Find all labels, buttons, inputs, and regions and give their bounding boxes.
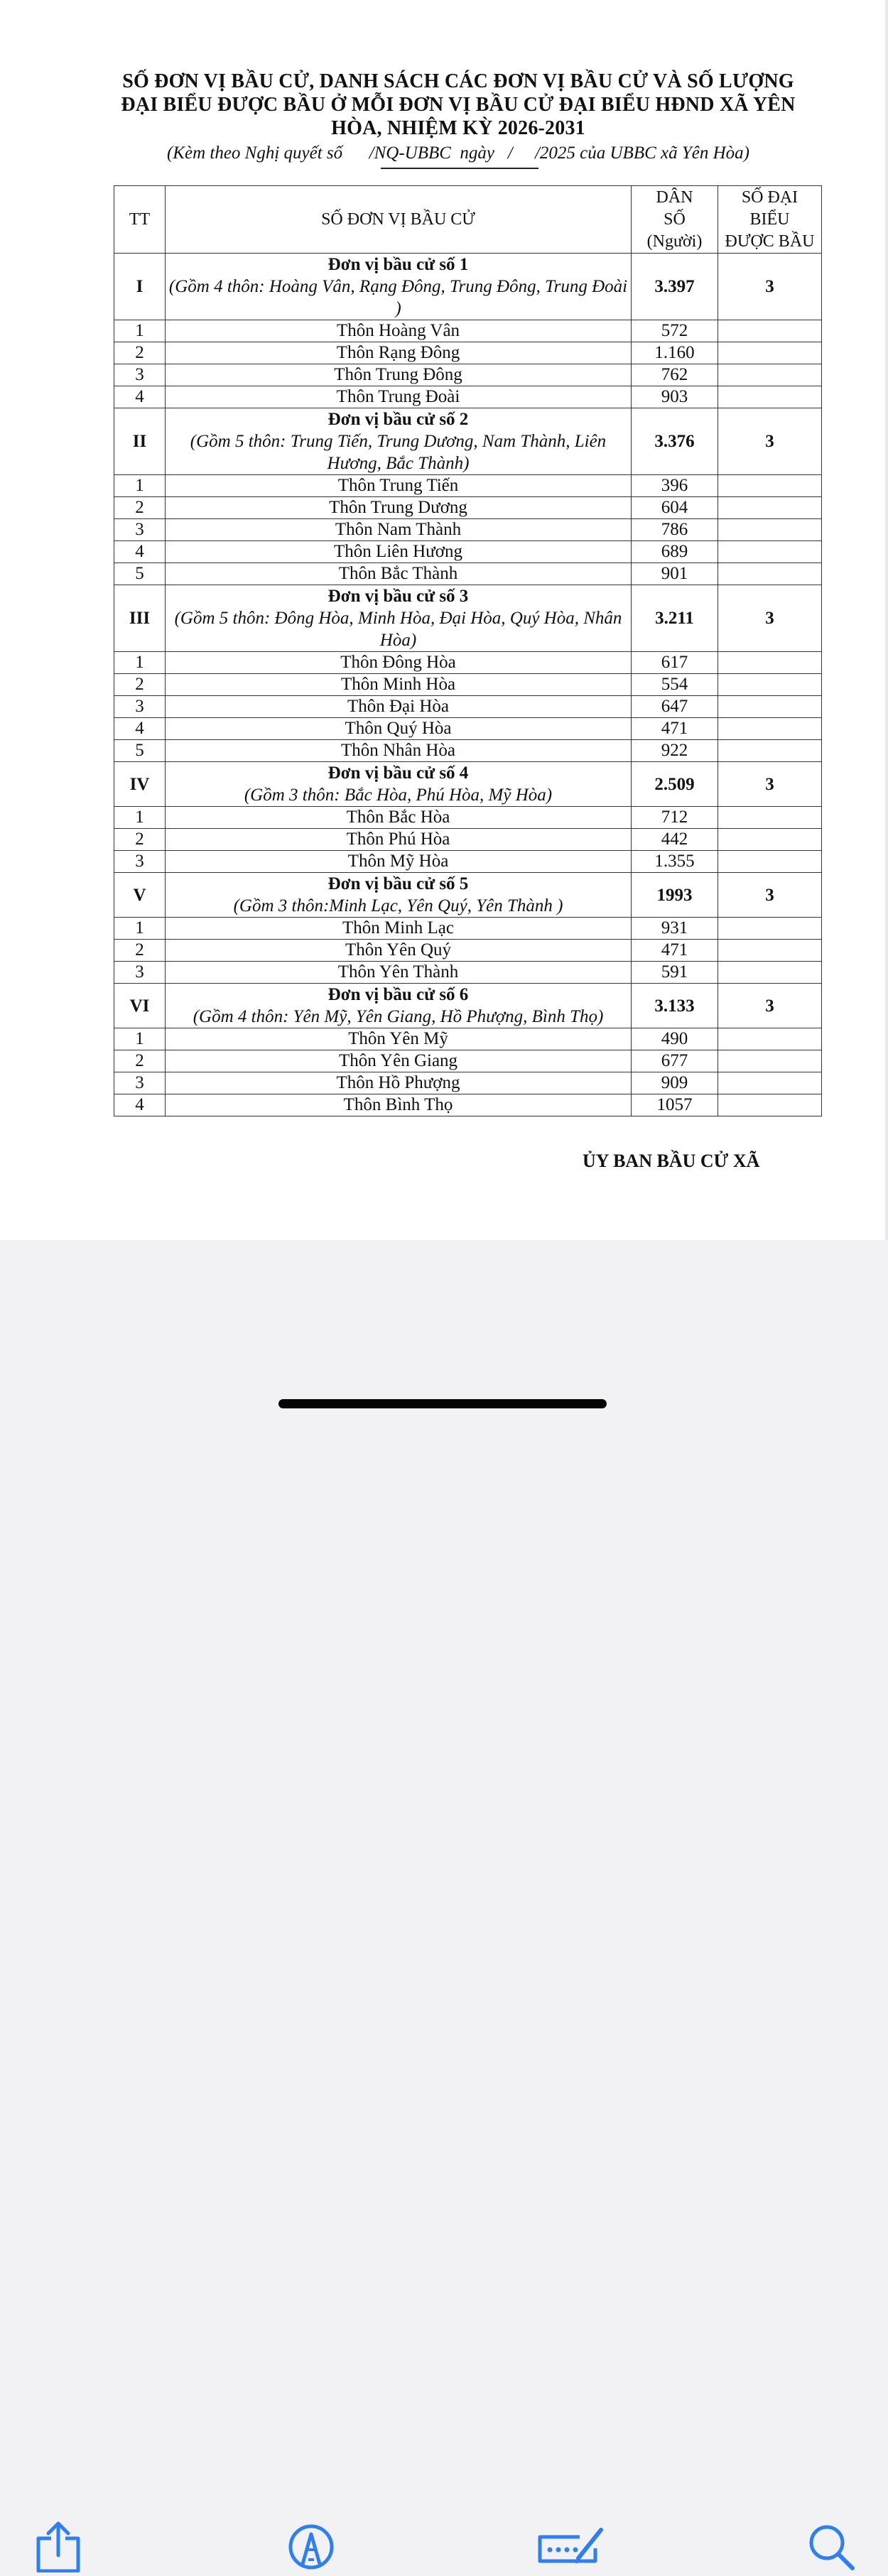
row-number: 5	[114, 740, 166, 762]
group-description: (Gồm 5 thôn: Trung Tiến, Trung Dương, Nam Thành, Liên Hương, Bắc Thành)	[190, 432, 607, 473]
group-title-cell	[166, 585, 632, 652]
group-description: (Gồm 4 thôn: Hoàng Vân, Rạng Đông, Trung Đông, Trung Đoài )	[168, 277, 628, 318]
village-population: 471	[632, 940, 718, 962]
election-unit-table	[114, 185, 822, 1116]
group-row	[114, 873, 822, 918]
village-name: Thôn Hồ Phượng	[166, 1072, 632, 1094]
group-description: (Gồm 4 thôn: Yên Mỹ, Yên Giang, Hồ Phượng, Bình Thọ)	[193, 1007, 604, 1026]
village-name: Thôn Trung Đoài	[166, 386, 632, 408]
search-button[interactable]	[806, 2521, 857, 2572]
table-row	[114, 497, 822, 519]
group-population: 3.376	[632, 408, 718, 475]
village-name: Thôn Quý Hòa	[166, 718, 632, 740]
group-row	[114, 254, 822, 320]
village-name: Thôn Đại Hòa	[166, 696, 632, 718]
village-population: 762	[632, 364, 718, 386]
table-row	[114, 829, 822, 851]
village-name: Thôn Bình Thọ	[166, 1094, 632, 1116]
group-row	[114, 408, 822, 475]
group-row	[114, 762, 822, 807]
table-row	[114, 718, 822, 740]
table-row	[114, 696, 822, 718]
row-number: 3	[114, 364, 166, 386]
village-population: 591	[632, 962, 718, 984]
group-delegates: 3	[718, 585, 822, 652]
village-delegates	[718, 918, 822, 940]
row-number: 3	[114, 696, 166, 718]
group-number: I	[114, 254, 166, 320]
header-population-unit: (Người)	[646, 232, 703, 251]
header-unit-name: SỐ ĐƠN VỊ BẦU CỬ	[166, 186, 632, 254]
village-delegates	[718, 1072, 822, 1094]
row-number: 5	[114, 563, 166, 585]
village-population: 396	[632, 475, 718, 497]
village-name: Thôn Liên Hương	[166, 541, 632, 563]
group-population: 1993	[632, 873, 718, 918]
document-page	[0, 0, 888, 1240]
share-button[interactable]	[33, 2521, 84, 2572]
markup-button[interactable]	[286, 2521, 337, 2572]
table-row	[114, 386, 822, 408]
village-name: Thôn Trung Đông	[166, 364, 632, 386]
group-number: V	[114, 873, 166, 918]
village-delegates	[718, 342, 822, 364]
village-population: 617	[632, 652, 718, 674]
row-number: 1	[114, 807, 166, 829]
header-population	[632, 186, 718, 254]
group-number: III	[114, 585, 166, 652]
group-delegates: 3	[718, 408, 822, 475]
table-row	[114, 1094, 822, 1116]
group-title-cell	[166, 254, 632, 320]
row-number: 2	[114, 1050, 166, 1072]
group-title-cell	[166, 984, 632, 1028]
bottom-toolbar	[0, 1250, 888, 1357]
header-delegates	[718, 186, 822, 254]
village-name: Thôn Mỹ Hòa	[166, 851, 632, 873]
village-population: 903	[632, 386, 718, 408]
row-number: 2	[114, 940, 166, 962]
row-number: 2	[114, 342, 166, 364]
group-description: (Gồm 5 thôn: Đông Hòa, Minh Hòa, Đại Hòa, Quý Hòa, Nhân Hòa)	[174, 609, 622, 650]
table-row	[114, 940, 822, 962]
group-delegates: 3	[718, 762, 822, 807]
header-tt: TT	[114, 186, 166, 254]
group-name: Đơn vị bầu cử số 1	[327, 255, 469, 274]
village-population: 471	[632, 718, 718, 740]
village-name: Thôn Đông Hòa	[166, 652, 632, 674]
table-row	[114, 1072, 822, 1094]
village-delegates	[718, 718, 822, 740]
row-number: 1	[114, 652, 166, 674]
village-delegates	[718, 386, 822, 408]
village-delegates	[718, 962, 822, 984]
group-number: IV	[114, 762, 166, 807]
row-number: 1	[114, 1028, 166, 1050]
group-name: Đơn vị bầu cử số 2	[327, 410, 469, 429]
group-description: (Gồm 3 thôn:Minh Lạc, Yên Quý, Yên Thành )	[233, 896, 563, 915]
row-number: 4	[114, 718, 166, 740]
table-row	[114, 342, 822, 364]
table-row	[114, 541, 822, 563]
table-row	[114, 563, 822, 585]
table-row	[114, 807, 822, 829]
header-population-line: SỐ	[664, 210, 686, 229]
search-icon	[806, 2521, 857, 2572]
village-name: Thôn Hoàng Vân	[166, 320, 632, 342]
village-delegates	[718, 320, 822, 342]
row-number: 3	[114, 851, 166, 873]
row-number: 1	[114, 475, 166, 497]
table-row	[114, 851, 822, 873]
village-delegates	[718, 674, 822, 696]
group-name: Đơn vị bầu cử số 6	[327, 985, 469, 1004]
row-number: 3	[114, 962, 166, 984]
village-delegates	[718, 696, 822, 718]
village-name: Thôn Bắc Thành	[166, 563, 632, 585]
village-delegates	[718, 1094, 822, 1116]
village-delegates	[718, 1028, 822, 1050]
table-row	[114, 320, 822, 342]
group-population: 3.211	[632, 585, 718, 652]
group-row	[114, 984, 822, 1028]
table-row	[114, 740, 822, 762]
village-name: Thôn Minh Hòa	[166, 674, 632, 696]
group-number: VI	[114, 984, 166, 1028]
village-name: Thôn Minh Lạc	[166, 918, 632, 940]
village-name: Thôn Yên Quý	[166, 940, 632, 962]
village-population: 712	[632, 807, 718, 829]
village-name: Thôn Phú Hòa	[166, 829, 632, 851]
village-population: 931	[632, 918, 718, 940]
village-delegates	[718, 829, 822, 851]
village-delegates	[718, 940, 822, 962]
table-row	[114, 1028, 822, 1050]
title-line: ĐẠI BIỂU ĐƯỢC BẦU Ở MỖI ĐƠN VỊ BẦU CỬ ĐẠI BIỂU HĐND XÃ YÊN	[121, 94, 796, 116]
table-row	[114, 475, 822, 497]
village-name: Thôn Bắc Hòa	[166, 807, 632, 829]
row-number: 1	[114, 320, 166, 342]
village-population: 786	[632, 519, 718, 541]
village-delegates	[718, 497, 822, 519]
document-title	[107, 70, 810, 140]
village-population: 442	[632, 829, 718, 851]
title-line: HÒA, NHIỆM KỲ 2026-2031	[331, 117, 585, 139]
group-name: Đơn vị bầu cử số 4	[327, 763, 469, 783]
row-number: 4	[114, 386, 166, 408]
village-name: Thôn Trung Dương	[166, 497, 632, 519]
signature-button[interactable]	[536, 2521, 607, 2572]
header-delegates-line: ĐƯỢC BẦU	[725, 232, 815, 251]
village-population: 572	[632, 320, 718, 342]
group-row	[114, 585, 822, 652]
village-name: Thôn Rạng Đông	[166, 342, 632, 364]
group-title-cell	[166, 762, 632, 807]
village-delegates	[718, 807, 822, 829]
village-delegates	[718, 364, 822, 386]
group-delegates: 3	[718, 873, 822, 918]
header-population-line: DÂN	[656, 188, 693, 207]
village-population: 554	[632, 674, 718, 696]
table-row	[114, 962, 822, 984]
village-delegates	[718, 563, 822, 585]
footer-signature-title: ỦY BAN BẦU CỬ XÃ	[583, 1151, 760, 1171]
village-population: 909	[632, 1072, 718, 1094]
header-delegates-line: SỐ ĐẠI	[741, 188, 798, 207]
row-number: 2	[114, 497, 166, 519]
village-population: 1057	[632, 1094, 718, 1116]
group-title-cell	[166, 408, 632, 475]
village-delegates	[718, 652, 822, 674]
markup-icon	[286, 2521, 337, 2572]
table-header-row	[114, 186, 822, 254]
village-population: 677	[632, 1050, 718, 1072]
row-number: 3	[114, 1072, 166, 1094]
table-body	[114, 254, 822, 1116]
group-name: Đơn vị bầu cử số 3	[327, 587, 469, 606]
village-population: 922	[632, 740, 718, 762]
village-name: Thôn Nhân Hòa	[166, 740, 632, 762]
village-population: 647	[632, 696, 718, 718]
subtitle-underline	[381, 168, 538, 169]
group-title-cell	[166, 873, 632, 918]
village-delegates	[718, 519, 822, 541]
group-delegates: 3	[718, 984, 822, 1028]
table-row	[114, 519, 822, 541]
village-name: Thôn Nam Thành	[166, 519, 632, 541]
village-name: Thôn Trung Tiến	[166, 475, 632, 497]
village-population: 1.160	[632, 342, 718, 364]
group-number: II	[114, 408, 166, 475]
village-name: Thôn Yên Thành	[166, 962, 632, 984]
row-number: 2	[114, 674, 166, 696]
row-number: 4	[114, 541, 166, 563]
group-description: (Gồm 3 thôn: Bắc Hòa, Phú Hòa, Mỹ Hòa)	[244, 786, 553, 805]
row-number: 2	[114, 829, 166, 851]
table-row	[114, 674, 822, 696]
village-delegates	[718, 541, 822, 563]
village-population: 1.355	[632, 851, 718, 873]
table-row	[114, 1050, 822, 1072]
share-icon	[33, 2521, 84, 2572]
group-name: Đơn vị bầu cử số 5	[327, 874, 469, 893]
group-population: 2.509	[632, 762, 718, 807]
row-number: 1	[114, 918, 166, 940]
village-population: 604	[632, 497, 718, 519]
header-delegates-line: BIỂU	[749, 210, 790, 229]
document-subtitle: (Kèm theo Nghị quyết số /NQ-UBBC ngày / /2025 của UBBC xã Yên Hòa)	[166, 143, 750, 163]
village-delegates	[718, 475, 822, 497]
group-population: 3.397	[632, 254, 718, 320]
village-population: 901	[632, 563, 718, 585]
table-row	[114, 652, 822, 674]
table-row	[114, 918, 822, 940]
village-name: Thôn Yên Mỹ	[166, 1028, 632, 1050]
table-row	[114, 364, 822, 386]
row-number: 4	[114, 1094, 166, 1116]
row-number: 3	[114, 519, 166, 541]
village-delegates	[718, 1050, 822, 1072]
home-indicator	[278, 1399, 607, 1408]
group-delegates: 3	[718, 254, 822, 320]
village-delegates	[718, 851, 822, 873]
village-delegates	[718, 740, 822, 762]
title-line: SỐ ĐƠN VỊ BẦU CỬ, DANH SÁCH CÁC ĐƠN VỊ BẦU CỬ VÀ SỐ LƯỢNG	[122, 70, 794, 92]
village-population: 689	[632, 541, 718, 563]
village-population: 490	[632, 1028, 718, 1050]
group-population: 3.133	[632, 984, 718, 1028]
signature-icon	[536, 2521, 607, 2572]
village-name: Thôn Yên Giang	[166, 1050, 632, 1072]
